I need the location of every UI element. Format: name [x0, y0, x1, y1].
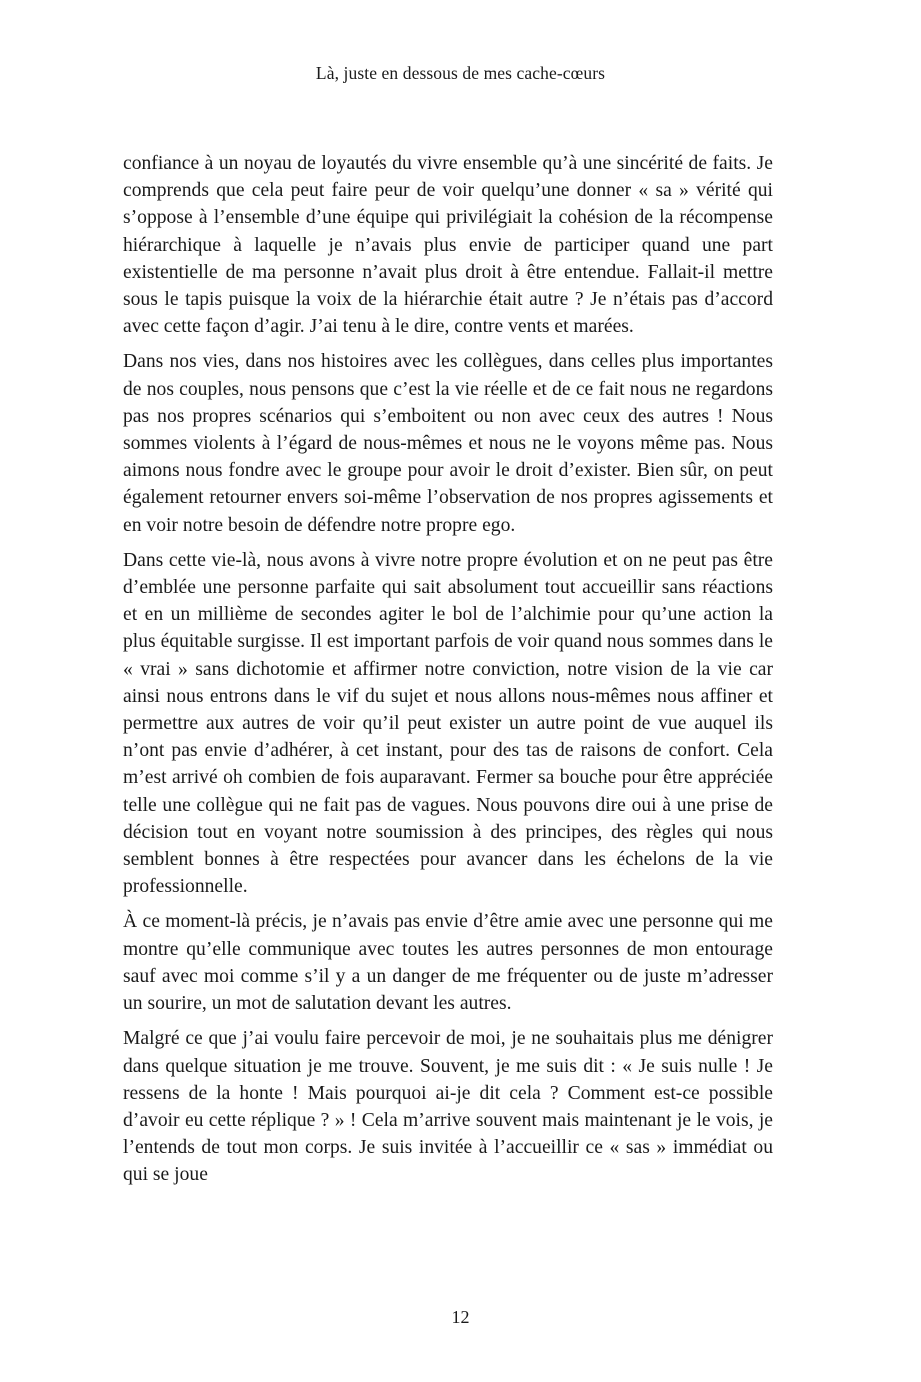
- running-title: Là, juste en dessous de mes cache-cœurs: [315, 63, 606, 83]
- paragraph: Malgré ce que j’ai voulu faire percevoir de moi, je ne souhaitais plus me dénigrer dans quelque situation je me trouve. Souvent, je me suis dit : « Je suis nulle ! Je ressens de la honte ! Mais pourquoi ai-je dit cela ? Comment est-ce possible d’avoir eu cette réplique ? » ! Cela m’arrive souvent mais maintenant je le vois, je l’entends de tout mon corps. Je suis invitée à l’accueillir ce « sas » immédiat ou qui se joue: [123, 1028, 773, 1186]
- paragraph: À ce moment-là précis, je n’avais pas envie d’être amie avec une personne qui me montre qu’elle communique avec toutes les autres personnes de mon entourage sauf avec moi comme s’il y a un danger de me fréquenter ou de juste m’adresser un sourire, un mot de salutation devant les autres.: [123, 911, 773, 1015]
- paragraph: confiance à un noyau de loyautés du vivre ensemble qu’à une sincérité de faits. Je comprends que cela peut faire peur de voir quelqu’une donner « sa » vérité qui s’oppose à l’ensemble d’une équipe qui privilégiait la cohésion de la récompense hiérarchique à laquelle je n’avais plus envie de participer quand une part existentielle de ma personne n’avait plus droit à être entendue. Fallait-il mettre sous le tapis puisque la voix de la hiérarchie était autre ? Je n’étais pas d’accord avec cette façon d’agir. J’ai tenu à le dire, contre vents et marées.: [123, 153, 773, 338]
- paragraph: Dans nos vies, dans nos histoires avec les collègues, dans celles plus importantes de nos couples, nous pensons que c’est la vie réelle et de ce fait nous ne regardons pas nos propres scénarios qui s’emboitent ou non avec ceux des autres ! Nous sommes violents à l’égard de nous-mêmes et nous ne le voyons même pas. Nous aimons nous fondre avec le groupe pour avoir le droit d’exister. Bien sûr, on peut également retourner envers soi-même l’observation de nos propres agissements et en voir notre besoin de défendre notre propre ego.: [123, 351, 773, 536]
- page-number: 12: [451, 1307, 470, 1327]
- body-text: [123, 150, 773, 1197]
- paragraph: Dans cette vie-là, nous avons à vivre notre propre évolution et on ne peut pas être d’emblée une personne parfaite qui sait absolument tout accueillir sans réactions et en un millième de secondes agiter le bol de l’alchimie pour qu’une action la plus équitable surgisse. Il est important parfois de voir quand nous sommes dans le « vrai » sans dichotomie et affirmer notre conviction, notre vision de la vie car ainsi nous entrons dans le vif du sujet et nous allons nous-mêmes nous affiner et permettre aux autres de voir qu’il peut exister un autre point de vue auquel ils n’ont pas envie d’adhérer, à cet instant, pour des tas de raisons de confort. Cela m’est arrivé oh combien de fois auparavant. Fermer sa bouche pour être appréciée telle une collègue qui ne fait pas de vagues. Nous pouvons dire oui à une prise de décision tout en voyant notre soumission à des principes, des règles qui nous semblent bonnes à être respectées pour avancer dans les échelons de la vie professionnelle.: [123, 549, 773, 898]
